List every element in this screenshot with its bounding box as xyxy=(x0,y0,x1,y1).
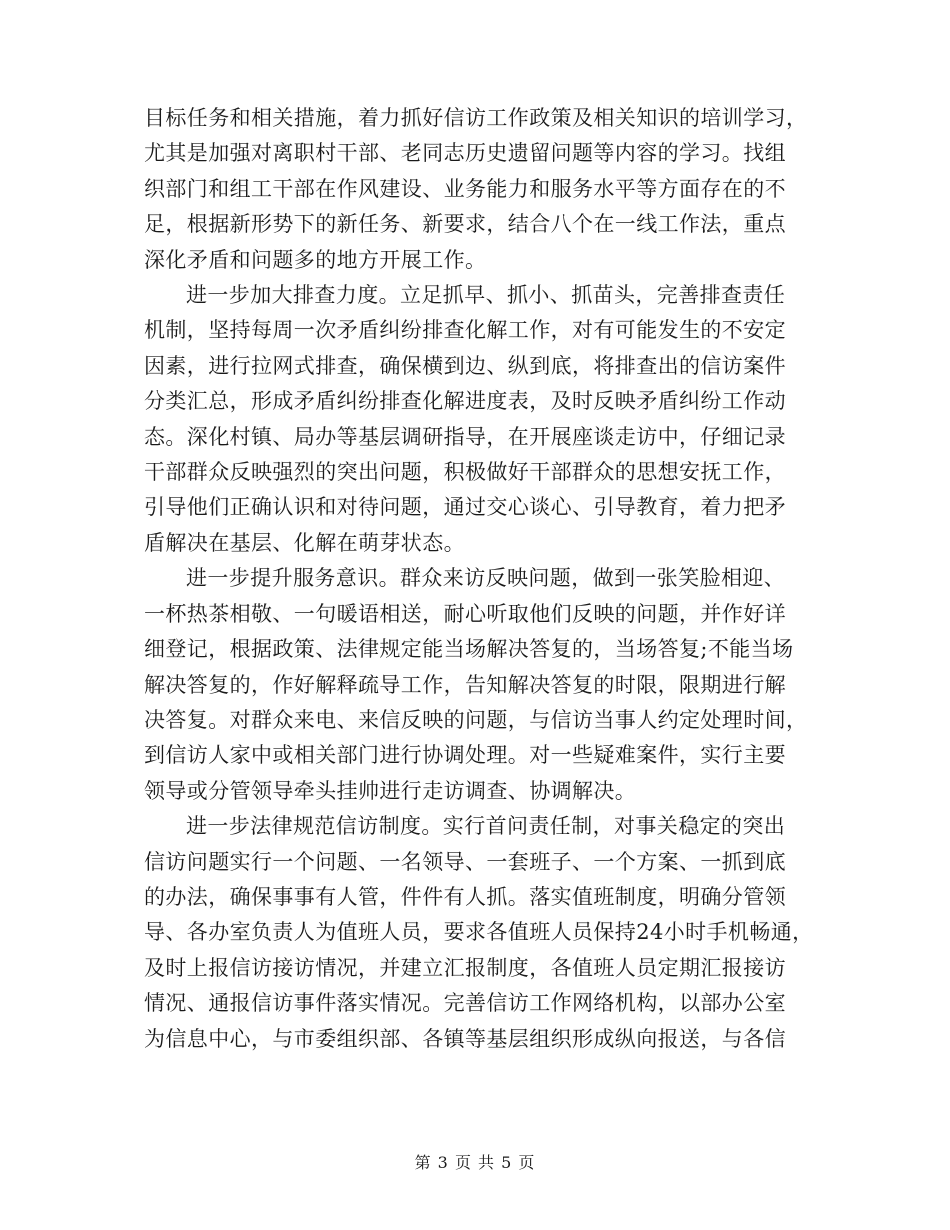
text-line: 态。深化村镇、局办等基层调研指导，在开展座谈走访中，仔细记录 xyxy=(144,424,786,449)
text-line: 目标任务和相关措施，着力抓好信访工作政策及相关知识的培训学习， xyxy=(144,106,808,130)
text-line: 决答复。对群众来电、来信反映的问题，与信访当事人约定处理时间， xyxy=(144,707,808,732)
text-line: 因素，进行拉网式排查，确保横到边、纵到底，将排查出的信访案件 xyxy=(144,353,786,378)
paragraph-4 xyxy=(144,809,814,1057)
text-line: 进一步加大排查力度。立足抓早、抓小、抓苗头，完善排查责任 xyxy=(186,283,786,308)
text-line: 解决答复的，作好解释疏导工作，告知解决答复的时限，限期进行解 xyxy=(144,672,786,697)
text-line: 分类汇总，形成矛盾纠纷排查化解进度表，及时反映矛盾纠纷工作动 xyxy=(144,389,786,414)
text-line: 尤其是加强对离职村干部、老同志历史遗留问题等内容的学习。找组 xyxy=(144,141,786,166)
text-line: 的办法，确保事事有人管，件件有人抓。落实值班制度，明确分管领 xyxy=(144,884,786,909)
text-line: 进一步提升服务意识。群众来访反映问题，做到一张笑脸相迎、 xyxy=(186,566,786,591)
text-line: 细登记，根据政策、法律规定能当场解决答复的，当场答复;不能当场 xyxy=(144,637,794,662)
text-line: 及时上报信访接访情况，并建立汇报制度，各值班人员定期汇报接访 xyxy=(144,955,786,980)
text-line: 为信息中心，与市委组织部、各镇等基层组织形成纵向报送，与各信 xyxy=(144,1026,786,1051)
page-number-footer: 第 3 页 共 5 页 xyxy=(414,1153,536,1172)
paragraph-2 xyxy=(144,278,810,561)
text-line: 足，根据新形势下的新任务、新要求，结合八个在一线工作法，重点 xyxy=(144,212,786,237)
text-line: 一杯热茶相敬、一句暖语相送，耐心听取他们反映的问题，并作好详 xyxy=(144,601,786,626)
text-line: 干部群众反映强烈的突出问题，积极做好干部群众的思想安抚工作， xyxy=(144,460,786,485)
text-line: 信访问题实行一个问题、一名领导、一套班子、一个方案、一抓到底 xyxy=(144,849,786,874)
text-line: 盾解决在基层、化解在萌芽状态。 xyxy=(144,530,465,555)
document-body xyxy=(144,101,814,1057)
text-line: 到信访人家中或相关部门进行协调处理。对一些疑难案件，实行主要 xyxy=(144,743,786,768)
paragraph-1 xyxy=(144,101,810,278)
text-line: 机制，坚持每周一次矛盾纠纷排查化解工作，对有可能发生的不安定 xyxy=(144,318,786,343)
text-line: 引导他们正确认识和对待问题，通过交心谈心、引导教育，着力把矛 xyxy=(144,495,786,520)
text-line: 织部门和组工干部在作风建设、业务能力和服务水平等方面存在的不 xyxy=(144,176,786,201)
text-line: 领导或分管领导牵头挂帅进行走访调查、协调解决。 xyxy=(144,778,637,803)
paragraph-3 xyxy=(144,561,810,809)
text-line: 情况、通报信访事件落实情况。完善信访工作网络机构，以部办公室 xyxy=(144,991,786,1016)
text-line: 进一步法律规范信访制度。实行首问责任制，对事关稳定的突出 xyxy=(186,814,786,839)
text-line: 深化矛盾和问题多的地方开展工作。 xyxy=(144,247,487,272)
text-line: 导、各办室负责人为值班人员，要求各值班人员保持24小时手机畅通， xyxy=(144,920,814,945)
